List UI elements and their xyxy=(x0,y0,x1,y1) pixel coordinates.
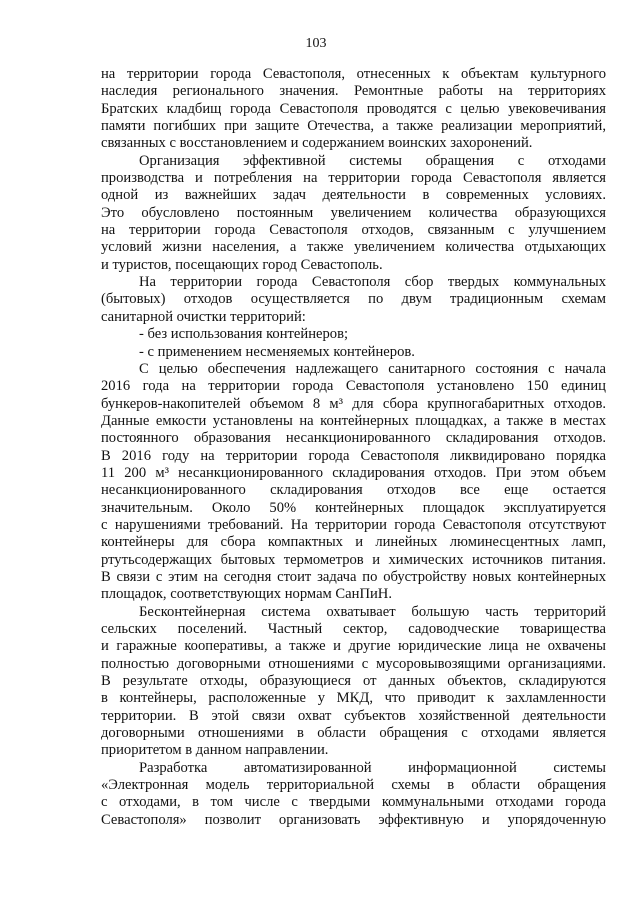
text-line: - без использования контейнеров; xyxy=(139,326,349,343)
text-line: 2016 года на территории города Севастополя установлено 150 единиц xyxy=(101,378,606,395)
text-line: приоритетом в данном направлении. xyxy=(101,742,329,759)
text-line: 11 200 м³ несанкционированного складирования отходов. При этом объем xyxy=(101,464,606,481)
text-line: Севастополя» позволит организовать эффективную и упорядоченную xyxy=(101,811,606,828)
text-line: Это обусловлено постоянным увеличением количества образующихся xyxy=(101,204,606,221)
text-line: площадок, соответствующих нормам СанПиН. xyxy=(101,586,392,603)
text-line: Организация эффективной системы обращения с отходами xyxy=(139,152,606,169)
text-line: контейнеры для сбора компактных и линейных люминесцентных ламп, xyxy=(101,534,606,551)
text-line: на территории города Севастополя, отнесенных к объектам культурного xyxy=(101,66,606,82)
text-line: постоянного образования несанкционированного складирования отходов. xyxy=(101,430,606,447)
body-text xyxy=(101,66,606,829)
text-line: на территории города Севастополя отходов, связанным с улучшением xyxy=(101,222,606,239)
text-line: (бытовых) отходов осуществляется по двум традиционным схемам xyxy=(101,291,606,308)
text-line: Данные емкости установлены на контейнерных площадках, а также в местах xyxy=(101,412,606,429)
text-line: и гаражные кооперативы, а также и другие юридические лица не охвачены xyxy=(101,638,606,655)
text-line: полностью договорными отношениями с мусоровывозящими организациями. xyxy=(101,655,606,672)
text-line: территории. В этой связи охват субъектов хозяйственной деятельности xyxy=(101,707,606,724)
text-line: с нарушениями требований. На территории города Севастополя отсутствуют xyxy=(101,516,606,533)
text-line: «Электронная модель территориальной схемы в области обращения xyxy=(101,777,606,794)
text-line: санитарной очистки территорий: xyxy=(101,308,306,325)
text-line: несанкционированного складирования отходов все еще остается xyxy=(101,482,606,499)
text-line: Разработка автоматизированной информационной системы xyxy=(139,759,606,776)
text-line: договорными отношениями в области обращения с отходами является xyxy=(101,725,606,742)
text-line: сельских поселений. Частный сектор, садоводческие товарищества xyxy=(101,621,606,637)
text-line: ртутьсодержащих бытовых термометров и химических источников питания. xyxy=(101,551,606,568)
text-line: производства и потребления на территории города Севастополя является xyxy=(101,170,606,187)
page-number: 103 xyxy=(305,36,327,51)
text-line: Братских кладбищ города Севастополя проводятся с целью увековечивания xyxy=(101,100,606,117)
text-line: с отходами, в том числе с твердыми коммунальными отходами города xyxy=(101,794,606,811)
text-line: и туристов, посещающих город Севастополь. xyxy=(101,256,383,273)
text-line: С целью обеспечения надлежащего санитарного состояния с начала xyxy=(139,360,606,377)
text-line: Бесконтейнерная система охватывает большую часть территорий xyxy=(139,603,606,620)
text-line: В 2016 году на территории города Севастополя ликвидировано порядка xyxy=(101,447,606,464)
text-line: памяти погибших при защите Отечества, а также реализации мероприятий, xyxy=(101,118,606,135)
text-line: В результате отходы, образующиеся от данных объектов, складируются xyxy=(101,673,606,690)
text-line: бункеров-накопителей объемом 8 м³ для сбора крупногабаритных отходов. xyxy=(101,395,606,412)
text-line: значительным. Около 50% контейнерных площадок эксплуатируется xyxy=(101,499,606,516)
text-line: наследия регионального значения. Ремонтные работы на территориях xyxy=(101,83,606,100)
text-line: - с применением несменяемых контейнеров. xyxy=(139,343,415,360)
text-line: На территории города Севастополя сбор твердых коммунальных xyxy=(139,274,606,291)
text-line: одной из важнейших задач деятельности в современных условиях. xyxy=(101,187,606,204)
text-line: условий жизни населения, а также увеличением количества отдыхающих xyxy=(101,239,606,256)
text-line: В связи с этим на сегодня стоит задача по обустройству новых контейнерных xyxy=(101,568,606,585)
text-line: в контейнеры, расположенные у МКД, что приводит к захламленности xyxy=(101,690,606,707)
text-line: связанных с восстановлением и содержанием воинских захоронений. xyxy=(101,135,533,152)
